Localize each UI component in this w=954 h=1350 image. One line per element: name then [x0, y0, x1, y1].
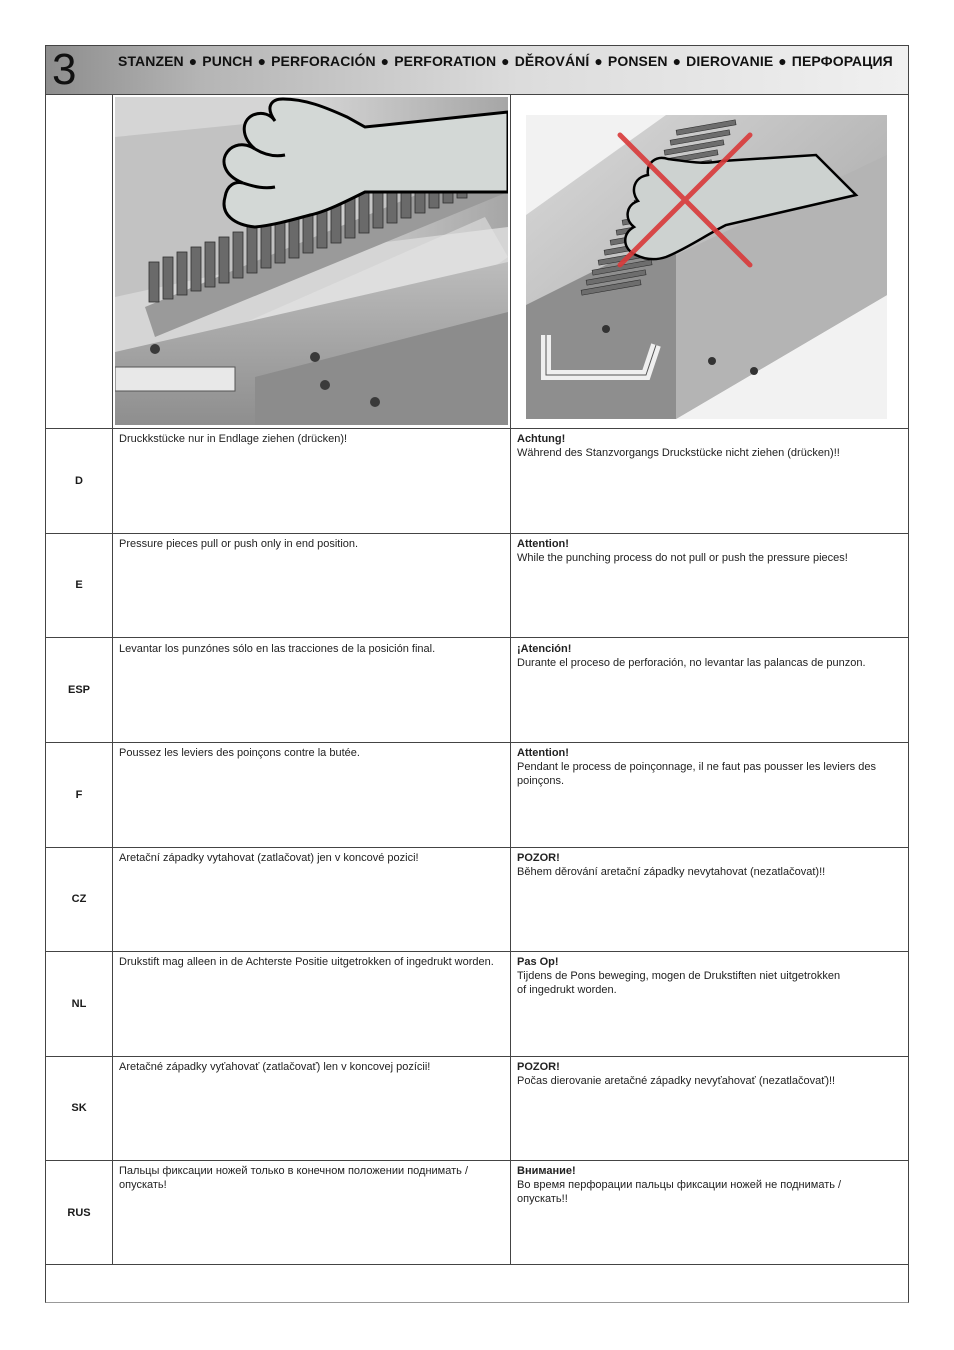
section-header	[46, 46, 908, 95]
warning-title: POZOR!	[517, 1061, 560, 1073]
warning-title: Attention!	[517, 538, 569, 550]
warning-body: Počas dierovanie aretačné západky nevyťahovať (nezatlačovať)!!	[517, 1075, 836, 1087]
warning-body: While the punching process do not pull or push the pressure pieces!	[517, 552, 848, 564]
language-code: NL	[71, 998, 87, 1010]
warning-text	[517, 642, 902, 670]
section-title: STANZEN ● PUNCH ● PERFORACIÓN ● PERFORATION ● DĚROVÁNÍ ● PONSEN ● DIEROVANIE ● ПЕРФОРАЦИЯ	[118, 53, 893, 69]
row-divider	[46, 1264, 908, 1265]
language-code: SK	[71, 1102, 87, 1114]
instruction-sheet	[45, 45, 909, 1303]
warning-text	[517, 955, 902, 997]
row-divider	[46, 951, 908, 952]
row-divider	[46, 1056, 908, 1057]
row-divider	[46, 533, 908, 534]
instruction-text: Пальцы фиксации ножей только в конечном положении поднимать / опускать!	[119, 1165, 469, 1191]
row-divider	[46, 637, 908, 638]
warning-title: POZOR!	[517, 852, 560, 864]
warning-title: Attention!	[517, 747, 569, 759]
warning-text	[517, 432, 902, 460]
warning-title: Внимание!	[517, 1165, 576, 1177]
language-code: F	[75, 789, 83, 801]
instruction-text: Druckkstücke nur in Endlage ziehen (drücken)!	[119, 433, 348, 445]
column-divider-code	[112, 95, 113, 1265]
language-code: RUS	[67, 1207, 91, 1219]
language-code: E	[75, 579, 83, 591]
instruction-text: Pressure pieces pull or push only in end position.	[119, 538, 359, 550]
warning-body: Pendant le process de poinçonnage, il ne faut pas pousser les leviers des poinçons.	[517, 761, 876, 787]
warning-text	[517, 746, 902, 788]
language-code: CZ	[71, 893, 87, 905]
row-divider	[46, 428, 908, 429]
warning-body: Tijdens de Pons beweging, mogen de Drukstiften niet uitgetrokken of ingedrukt worden.	[517, 970, 841, 996]
instruction-text: Aretační západky vytahovat (zatlačovat) jen v koncové pozici!	[119, 852, 419, 864]
warning-body: Während des Stanzvorgangs Druckstücke nicht ziehen (drücken)!!	[517, 447, 840, 459]
warning-body: Во время перфорации пальцы фиксации ножей не поднимать / опускать!!	[517, 1179, 842, 1205]
language-code: ESP	[67, 684, 90, 696]
instruction-text: Poussez les leviers des poinçons contre la butée.	[119, 747, 360, 759]
prohibited-hand-during-punching-illustration	[526, 115, 887, 419]
warning-text	[517, 537, 902, 565]
row-divider	[46, 847, 908, 848]
instruction-text: Drukstift mag alleen in de Achterste Positie uitgetrokken of ingedrukt worden.	[119, 956, 494, 968]
warning-title: ¡Atención!	[517, 643, 572, 655]
warning-title: Achtung!	[517, 433, 566, 445]
column-divider-middle	[510, 95, 511, 1265]
instruction-text: Aretačné západky vyťahovať (zatlačovať) len v koncovej pozícii!	[119, 1061, 431, 1073]
warning-body: Durante el proceso de perforación, no levantar las palancas de punzon.	[517, 657, 866, 669]
row-divider	[46, 742, 908, 743]
warning-body: Během děrování aretační západky nevytahovat (nezatlačovat)!!	[517, 866, 826, 878]
hand-on-pressure-pieces-illustration	[115, 97, 508, 425]
warning-text	[517, 851, 902, 879]
instruction-text: Levantar los punzónes sólo en las tracciones de la posición final.	[119, 643, 436, 655]
language-code: D	[75, 475, 83, 487]
warning-text	[517, 1060, 902, 1088]
section-number: 3	[52, 45, 77, 94]
warning-title: Pas Op!	[517, 956, 559, 968]
row-divider	[46, 1160, 908, 1161]
warning-text	[517, 1164, 862, 1206]
